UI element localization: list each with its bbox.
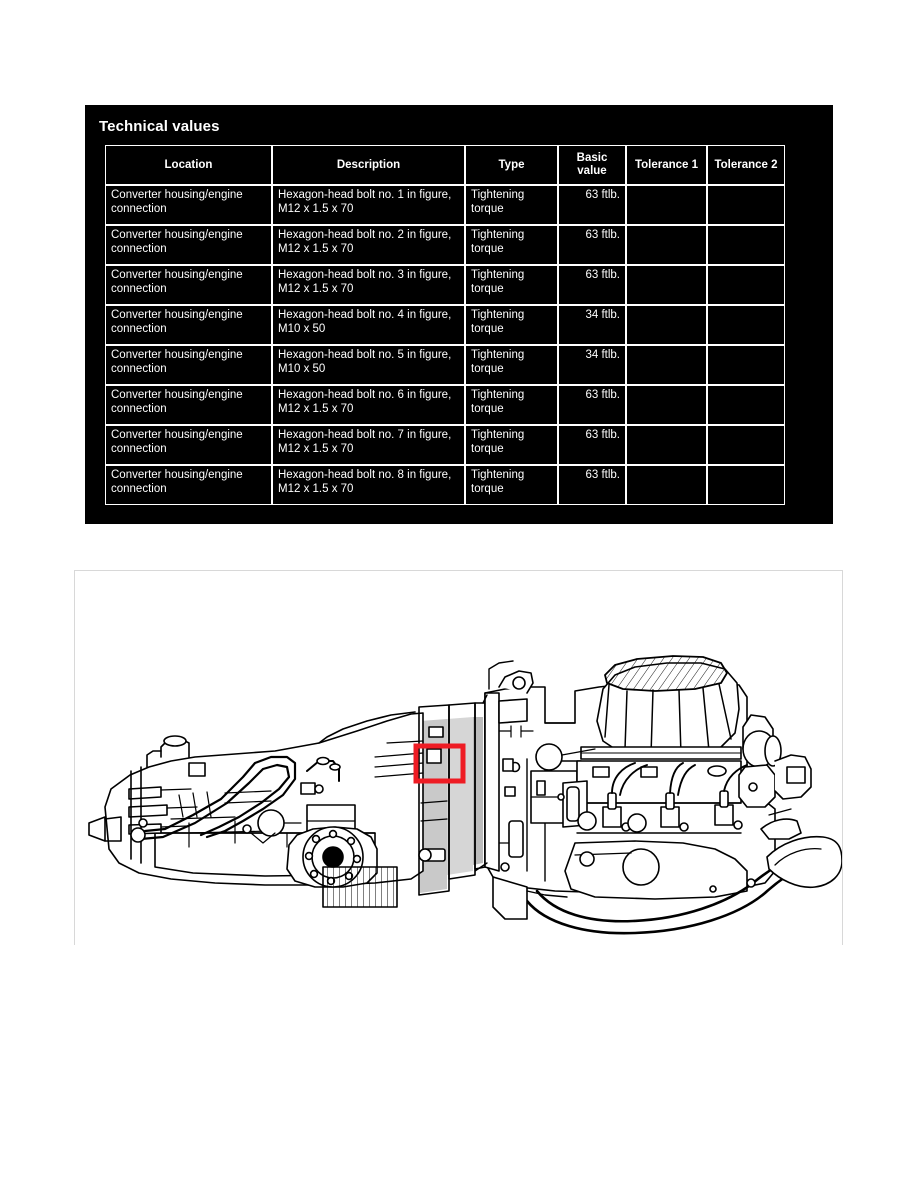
cell-location: Converter housing/engine connection bbox=[105, 465, 272, 505]
cell-tolerance-2 bbox=[707, 465, 785, 505]
column-header-tolerance-2: Tolerance 2 bbox=[707, 145, 785, 185]
cell-tolerance-2 bbox=[707, 225, 785, 265]
cell-tolerance-1 bbox=[626, 465, 707, 505]
cell-basic-value: 63 ftlb. bbox=[558, 185, 626, 225]
cell-location: Converter housing/engine connection bbox=[105, 305, 272, 345]
cell-type: Tightening torque bbox=[465, 225, 558, 265]
cell-tolerance-1 bbox=[626, 385, 707, 425]
cell-type: Tightening torque bbox=[465, 305, 558, 345]
cell-tolerance-1 bbox=[626, 265, 707, 305]
technical-values-table bbox=[105, 145, 785, 505]
cell-tolerance-1 bbox=[626, 345, 707, 385]
cell-basic-value: 63 ftlb. bbox=[558, 465, 626, 505]
cell-description: Hexagon-head bolt no. 5 in figure, M10 x 50 bbox=[272, 345, 465, 385]
table-row bbox=[105, 425, 785, 465]
cell-location: Converter housing/engine connection bbox=[105, 425, 272, 465]
cell-tolerance-1 bbox=[626, 185, 707, 225]
table-row bbox=[105, 385, 785, 425]
column-header-type: Type bbox=[465, 145, 558, 185]
cell-type: Tightening torque bbox=[465, 185, 558, 225]
cell-description: Hexagon-head bolt no. 7 in figure, M12 x 1.5 x 70 bbox=[272, 425, 465, 465]
table-row bbox=[105, 465, 785, 505]
engine-block bbox=[485, 656, 842, 933]
column-header-description: Description bbox=[272, 145, 465, 185]
cell-description: Hexagon-head bolt no. 1 in figure, M12 x 1.5 x 70 bbox=[272, 185, 465, 225]
table-header-row bbox=[105, 145, 785, 185]
accessory-pulley bbox=[739, 715, 811, 807]
cell-tolerance-2 bbox=[707, 385, 785, 425]
engine-figure-panel bbox=[74, 570, 843, 945]
cell-tolerance-1 bbox=[626, 225, 707, 265]
table-row bbox=[105, 265, 785, 305]
cell-description: Hexagon-head bolt no. 3 in figure, M12 x 1.5 x 70 bbox=[272, 265, 465, 305]
cell-type: Tightening torque bbox=[465, 265, 558, 305]
cell-tolerance-2 bbox=[707, 185, 785, 225]
cell-location: Converter housing/engine connection bbox=[105, 385, 272, 425]
cell-description: Hexagon-head bolt no. 2 in figure, M12 x 1.5 x 70 bbox=[272, 225, 465, 265]
cell-basic-value: 63 ftlb. bbox=[558, 225, 626, 265]
cell-type: Tightening torque bbox=[465, 385, 558, 425]
cell-location: Converter housing/engine connection bbox=[105, 265, 272, 305]
cell-tolerance-2 bbox=[707, 305, 785, 345]
cell-tolerance-2 bbox=[707, 345, 785, 385]
cell-type: Tightening torque bbox=[465, 345, 558, 385]
cell-location: Converter housing/engine connection bbox=[105, 185, 272, 225]
cell-description: Hexagon-head bolt no. 4 in figure, M10 x 50 bbox=[272, 305, 465, 345]
technical-values-panel bbox=[85, 105, 833, 524]
cell-basic-value: 63 ftlb. bbox=[558, 265, 626, 305]
cell-basic-value: 34 ftlb. bbox=[558, 345, 626, 385]
column-header-basic-value: Basic value bbox=[558, 145, 626, 185]
cell-type: Tightening torque bbox=[465, 465, 558, 505]
table-row bbox=[105, 185, 785, 225]
cell-basic-value: 63 ftlb. bbox=[558, 425, 626, 465]
cell-tolerance-2 bbox=[707, 425, 785, 465]
table-row bbox=[105, 345, 785, 385]
column-header-tolerance-1: Tolerance 1 bbox=[626, 145, 707, 185]
column-header-location: Location bbox=[105, 145, 272, 185]
table-body bbox=[105, 185, 785, 505]
cell-tolerance-1 bbox=[626, 425, 707, 465]
cell-location: Converter housing/engine connection bbox=[105, 225, 272, 265]
page-title: Technical values bbox=[99, 118, 220, 135]
cell-tolerance-2 bbox=[707, 265, 785, 305]
cell-description: Hexagon-head bolt no. 6 in figure, M12 x 1.5 x 70 bbox=[272, 385, 465, 425]
table-row bbox=[105, 225, 785, 265]
cell-description: Hexagon-head bolt no. 8 in figure, M12 x 1.5 x 70 bbox=[272, 465, 465, 505]
cell-location: Converter housing/engine connection bbox=[105, 345, 272, 385]
table-row bbox=[105, 305, 785, 345]
cell-basic-value: 63 ftlb. bbox=[558, 385, 626, 425]
engine-transmission-diagram bbox=[75, 571, 842, 945]
cell-type: Tightening torque bbox=[465, 425, 558, 465]
cell-tolerance-1 bbox=[626, 305, 707, 345]
cell-basic-value: 34 ftlb. bbox=[558, 305, 626, 345]
